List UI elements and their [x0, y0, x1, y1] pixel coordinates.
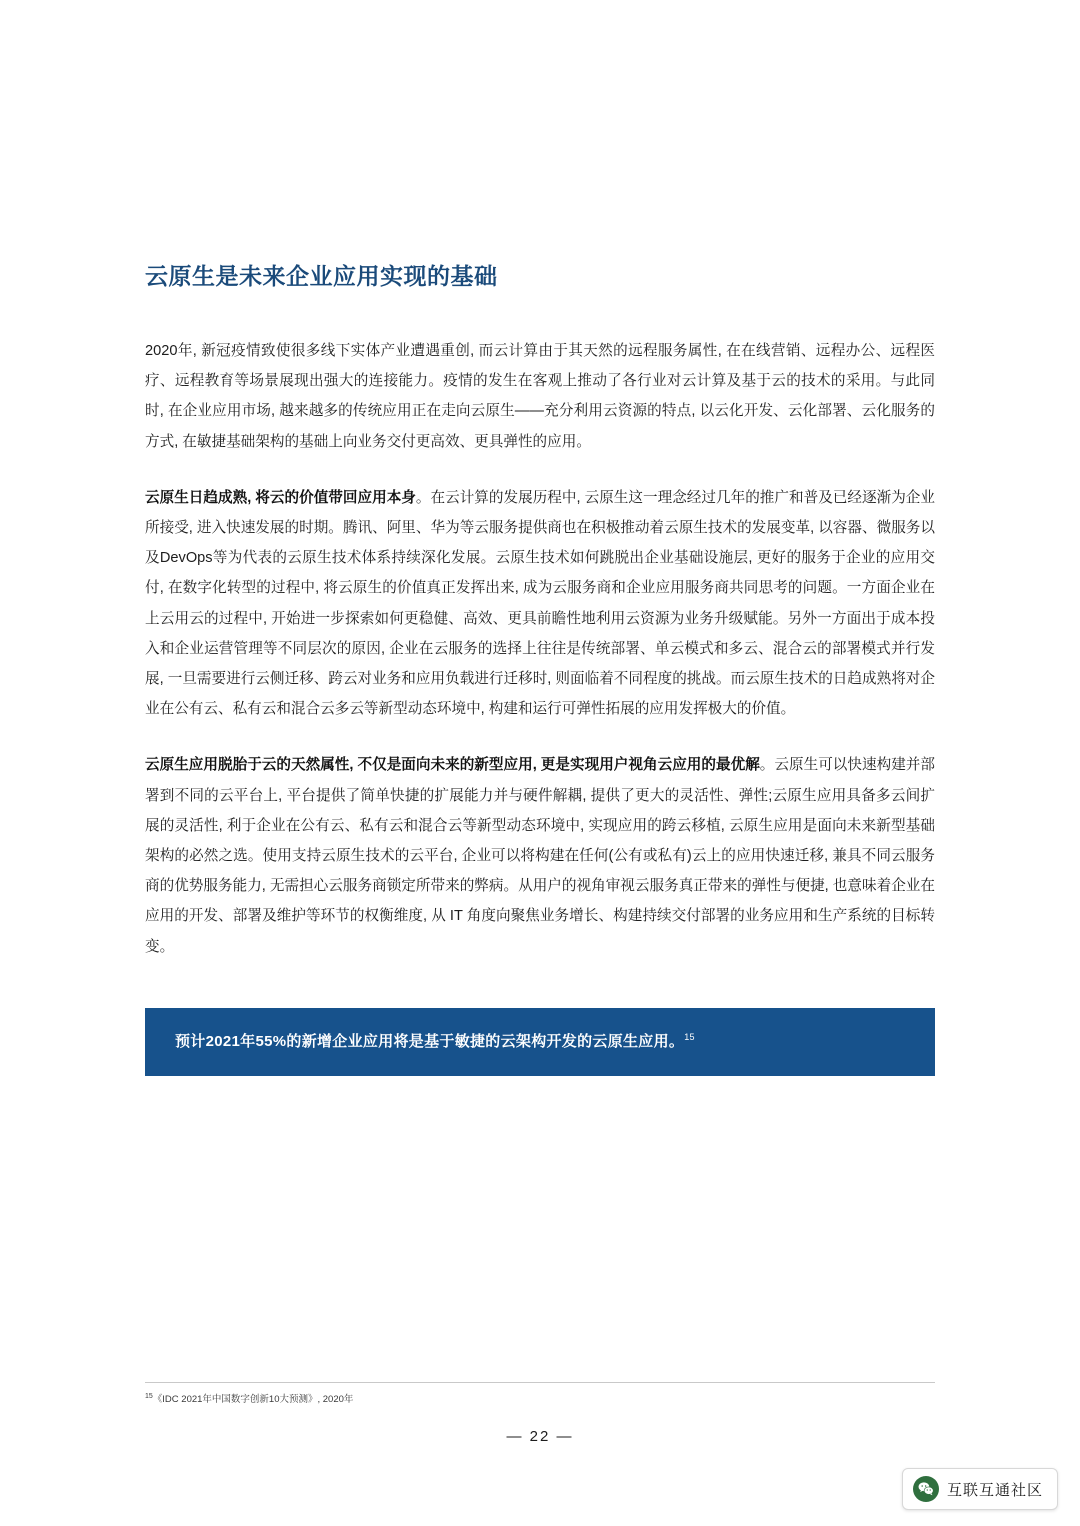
callout-footnote-marker: 15	[684, 1031, 695, 1042]
page-number: — 22 —	[506, 1428, 574, 1445]
paragraph-1-text: 2020年, 新冠疫情致使很多线下实体产业遭遇重创, 而云计算由于其天然的远程服务属性, 在在线营销、远程办公、远程医疗、远程教育等场景展现出强大的连接能力。疫情的发生在客观上推动了各行业对云计算及基于云的技术的采用。与此同时, 在企业应用市场, 越来越多的传统应用正在走向云原生——充分利用云资源的特点, 以云化开发、云化部署、云化服务的方式, 在敏捷基础架构的基础上向业务交付更高效、更具弹性的应用。	[145, 342, 935, 450]
watermark-label: 互联互通社区	[946, 1481, 1043, 1499]
paragraph-2-text: 。在云计算的发展历程中, 云原生这一理念经过几年的推广和普及已经逐渐为企业所接受, 进入快速发展的时期。腾讯、阿里、华为等云服务提供商也在积极推动着云原生技术的发展变革, 以容器、微服务以及DevOps等为代表的云原生技术体系持续深化发展。云原生技术如何跳脱出企业基础设施层, 更好的服务于企业的应用交付, 在数字化转型的过程中, 将云原生的价值真正发挥出来, 成为云服务商和企业应用服务商共同思考的问题。一方面企业在上云用云的过程中, 开始进一步探索如何更稳健、高效、更具前瞻性地利用云资源为业务升级赋能。另外一方面出于成本投入和企业运营管理等不同层次的原因, 企业在云服务的选择上往往是传统部署、单云模式和多云、混合云的部署模式并行发展, 一旦需要进行云侧迁移、跨云对业务和应用负载进行迁移时, 则面临着不同程度的挑战。而云原生技术的日趋成熟将对企业在公有云、私有云和混合云多云等新型动态环境中, 构建和运行可弹性拓展的应用发挥极大的价值。	[145, 489, 935, 718]
paragraph-3-text: 。云原生可以快速构建并部署到不同的云平台上, 平台提供了简单快捷的扩展能力并与硬件解耦, 提供了更大的灵活性、弹性;云原生应用具备多云间扩展的灵活性, 利于企业在公有云、私有云和混合云等新型动态环境中, 实现应用的跨云移植, 云原生应用是面向未来新型基础架构的必然之选。使用支持云原生技术的云平台, 企业可以将构建在任何(公有或私有)云上的应用快速迁移, 兼具不同云服务商的优势服务能力, 无需担心云服务商锁定所带来的弊病。从用户的视角审视云服务真正带来的弹性与便捷, 也意味着企业在应用的开发、部署及维护等环节的权衡维度, 从 IT 角度向聚焦业务增长、构建持续交付部署的业务应用和生产系统的目标转变。	[145, 757, 935, 955]
watermark-badge	[902, 1468, 1058, 1510]
paragraph-2	[145, 483, 935, 725]
footnote-divider	[145, 1382, 935, 1383]
paragraph-3-lead: 云原生应用脱胎于云的天然属性, 不仅是面向未来的新型应用, 更是实现用户视角云应用的最优解	[145, 757, 760, 774]
highlight-callout	[145, 1008, 935, 1076]
paragraph-3	[145, 750, 935, 961]
paragraph-2-lead: 云原生日趋成熟, 将云的价值带回应用本身	[145, 489, 416, 506]
page-title: 云原生是未来企业应用实现的基础	[145, 263, 498, 289]
footnote-text: 《IDC 2021年中国数字创新10大预测》, 2020年	[152, 1394, 354, 1406]
wechat-icon	[913, 1476, 939, 1502]
callout-text: 预计2021年55%的新增企业应用将是基于敏捷的云架构开发的云原生应用。	[175, 1032, 685, 1050]
page-content	[145, 262, 935, 1076]
footnote	[145, 1392, 935, 1407]
paragraph-1	[145, 336, 935, 457]
footnote-marker: 15	[145, 1393, 153, 1400]
